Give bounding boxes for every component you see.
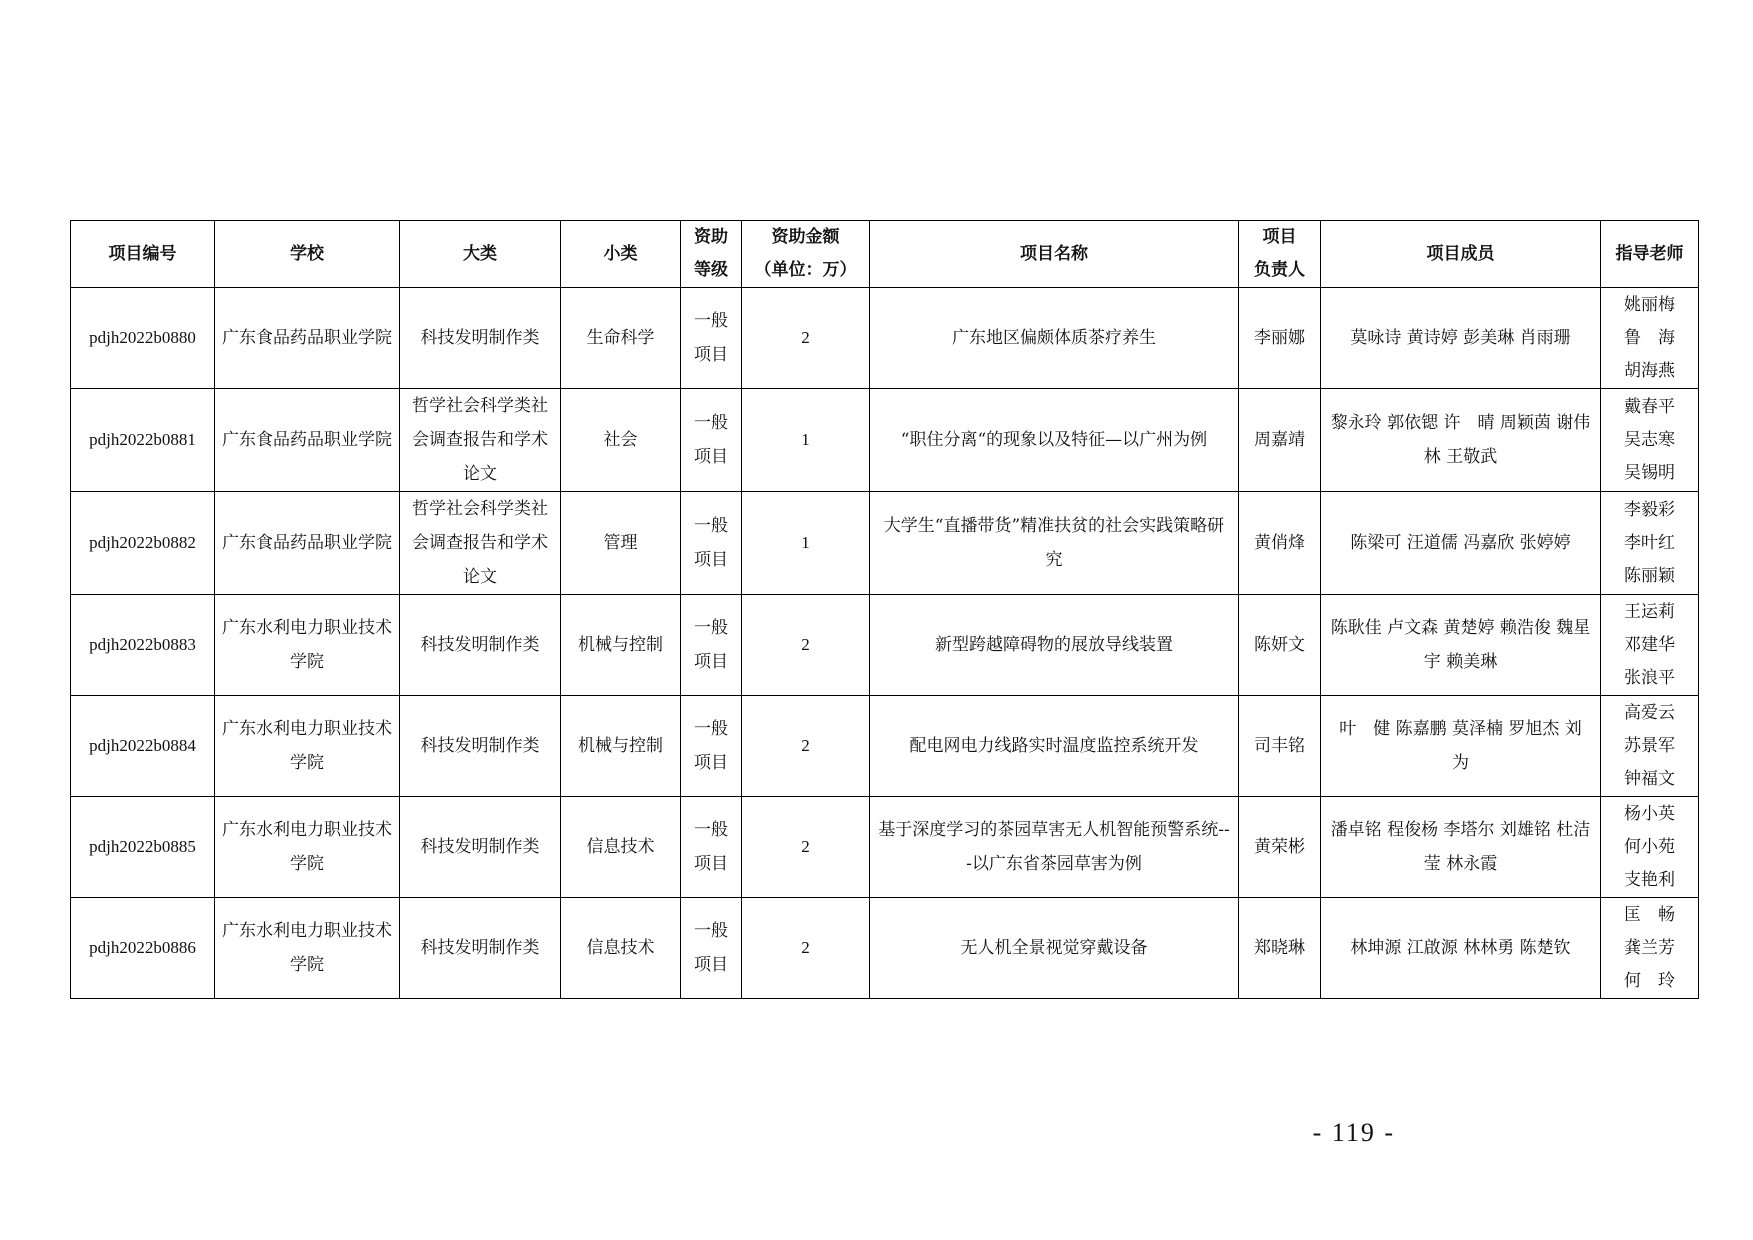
cell-project-id: pdjh2022b0880 [71, 288, 215, 389]
page-number: - 119 - [1312, 1118, 1395, 1147]
cell-school: 广东食品药品职业学院 [215, 492, 400, 595]
cell-amount: 1 [742, 492, 870, 595]
table-body [71, 288, 1699, 999]
advisor-name: 苏景军 [1624, 735, 1675, 756]
advisor-name: 吴志寒 [1624, 429, 1675, 450]
cell-school: 广东水利电力职业技术学院 [215, 797, 400, 898]
cell-project-id: pdjh2022b0886 [71, 898, 215, 999]
cell-minor-category: 管理 [561, 492, 681, 595]
cell-project-name: “职住分离“的现象以及特征—以广州为例 [870, 389, 1239, 492]
cell-leader: 李丽娜 [1239, 288, 1321, 389]
cell-project-id: pdjh2022b0885 [71, 797, 215, 898]
cell-major-category: 科技发明制作类 [400, 696, 561, 797]
cell-amount: 2 [742, 898, 870, 999]
header-grade [681, 221, 742, 288]
cell-school: 广东水利电力职业技术学院 [215, 696, 400, 797]
header-grade-line: 资助 [694, 227, 728, 247]
cell-school: 广东水利电力职业技术学院 [215, 898, 400, 999]
cell-project-name: 大学生“直播带货”精准扶贫的社会实践策略研究 [870, 492, 1239, 595]
cell-members: 黎永玲 郭依锶 许 晴 周颖茵 谢伟林 王敬武 [1321, 389, 1601, 492]
advisor-name: 高爱云 [1624, 702, 1675, 723]
cell-advisors [1601, 898, 1699, 999]
cell-project-name: 广东地区偏颇体质茶疗养生 [870, 288, 1239, 389]
cell-project-name: 无人机全景视觉穿戴设备 [870, 898, 1239, 999]
cell-grade: 一般项目 [681, 288, 742, 389]
advisor-name: 姚丽梅 [1624, 294, 1675, 315]
advisor-name: 钟福文 [1624, 768, 1675, 789]
advisor-name: 支艳利 [1624, 869, 1675, 890]
header-members: 项目成员 [1321, 221, 1601, 288]
cell-minor-category: 信息技术 [561, 797, 681, 898]
cell-major-category: 哲学社会科学类社会调查报告和学术论文 [400, 389, 561, 492]
table-header-row [71, 221, 1699, 288]
cell-members: 林坤源 江啟源 林林勇 陈楚钦 [1321, 898, 1601, 999]
cell-members: 陈梁可 汪道儒 冯嘉欣 张婷婷 [1321, 492, 1601, 595]
cell-amount: 1 [742, 389, 870, 492]
cell-minor-category: 机械与控制 [561, 595, 681, 696]
advisor-name: 邓建华 [1624, 634, 1675, 655]
table-row [71, 696, 1699, 797]
header-advisors: 指导老师 [1601, 221, 1699, 288]
table-row [71, 288, 1699, 389]
advisor-name: 龚兰芳 [1624, 937, 1675, 958]
header-leader-line: 项目 [1262, 227, 1297, 247]
cell-leader: 司丰铭 [1239, 696, 1321, 797]
cell-leader: 陈妍文 [1239, 595, 1321, 696]
cell-leader: 周嘉靖 [1239, 389, 1321, 492]
header-project-name: 项目名称 [870, 221, 1239, 288]
cell-members: 叶 健 陈嘉鹏 莫泽楠 罗旭杰 刘 为 [1321, 696, 1601, 797]
cell-major-category: 科技发明制作类 [400, 898, 561, 999]
advisor-name: 杨小英 [1624, 803, 1675, 824]
cell-advisors [1601, 696, 1699, 797]
advisor-name: 陈丽颖 [1624, 565, 1675, 586]
cell-project-id: pdjh2022b0882 [71, 492, 215, 595]
advisor-name: 戴春平 [1624, 396, 1675, 417]
header-major-category: 大类 [400, 221, 561, 288]
header-id: 项目编号 [71, 221, 215, 288]
cell-grade: 一般项目 [681, 389, 742, 492]
table-row [71, 595, 1699, 696]
advisor-name: 李毅彩 [1624, 499, 1675, 520]
advisor-name: 吴锡明 [1624, 462, 1675, 483]
cell-advisors [1601, 288, 1699, 389]
cell-advisors [1601, 492, 1699, 595]
cell-school: 广东食品药品职业学院 [215, 389, 400, 492]
cell-grade: 一般项目 [681, 898, 742, 999]
cell-school: 广东食品药品职业学院 [215, 288, 400, 389]
header-amount-line: 资助金额 [771, 227, 840, 247]
cell-grade: 一般项目 [681, 696, 742, 797]
header-leader [1239, 221, 1321, 288]
table-row [71, 389, 1699, 492]
cell-members: 莫咏诗 黄诗婷 彭美琳 肖雨珊 [1321, 288, 1601, 389]
cell-advisors [1601, 389, 1699, 492]
advisor-name: 匡 畅 [1624, 904, 1675, 925]
header-minor-category: 小类 [561, 221, 681, 288]
cell-advisors [1601, 595, 1699, 696]
header-school: 学校 [215, 221, 400, 288]
cell-minor-category: 生命科学 [561, 288, 681, 389]
cell-amount: 2 [742, 288, 870, 389]
cell-project-name: 配电网电力线路实时温度监控系统开发 [870, 696, 1239, 797]
cell-members: 陈耿佳 卢文森 黄楚婷 赖浩俊 魏星宇 赖美琳 [1321, 595, 1601, 696]
table-row [71, 492, 1699, 595]
advisor-name: 张浪平 [1624, 667, 1675, 688]
cell-advisors [1601, 797, 1699, 898]
header-leader-line: 负责人 [1254, 260, 1305, 280]
header-grade-line: 等级 [694, 260, 728, 280]
advisor-name: 何小苑 [1624, 836, 1675, 857]
table-row [71, 797, 1699, 898]
project-table [70, 220, 1699, 999]
header-amount [742, 221, 870, 288]
cell-project-id: pdjh2022b0883 [71, 595, 215, 696]
cell-major-category: 科技发明制作类 [400, 595, 561, 696]
advisor-name: 鲁 海 [1624, 327, 1675, 348]
advisor-name: 王运莉 [1624, 601, 1675, 622]
cell-leader: 黄俏烽 [1239, 492, 1321, 595]
cell-major-category: 科技发明制作类 [400, 288, 561, 389]
cell-amount: 2 [742, 797, 870, 898]
cell-grade: 一般项目 [681, 492, 742, 595]
table-row [71, 898, 1699, 999]
cell-major-category: 哲学社会科学类社会调查报告和学术论文 [400, 492, 561, 595]
advisor-name: 胡海燕 [1624, 360, 1675, 381]
cell-minor-category: 社会 [561, 389, 681, 492]
cell-members: 潘卓铭 程俊杨 李塔尔 刘雄铭 杜洁莹 林永霞 [1321, 797, 1601, 898]
cell-minor-category: 信息技术 [561, 898, 681, 999]
cell-leader: 郑晓琳 [1239, 898, 1321, 999]
cell-grade: 一般项目 [681, 595, 742, 696]
advisor-name: 何 玲 [1624, 970, 1675, 991]
cell-amount: 2 [742, 595, 870, 696]
cell-school: 广东水利电力职业技术学院 [215, 595, 400, 696]
cell-project-id: pdjh2022b0881 [71, 389, 215, 492]
cell-project-name: 新型跨越障碍物的展放导线装置 [870, 595, 1239, 696]
advisor-name: 李叶红 [1624, 532, 1675, 553]
header-amount-line: （单位：万） [754, 260, 857, 280]
cell-grade: 一般项目 [681, 797, 742, 898]
cell-leader: 黄荣彬 [1239, 797, 1321, 898]
cell-amount: 2 [742, 696, 870, 797]
cell-project-id: pdjh2022b0884 [71, 696, 215, 797]
cell-major-category: 科技发明制作类 [400, 797, 561, 898]
cell-minor-category: 机械与控制 [561, 696, 681, 797]
cell-project-name: 基于深度学习的茶园草害无人机智能预警系统---以广东省茶园草害为例 [870, 797, 1239, 898]
